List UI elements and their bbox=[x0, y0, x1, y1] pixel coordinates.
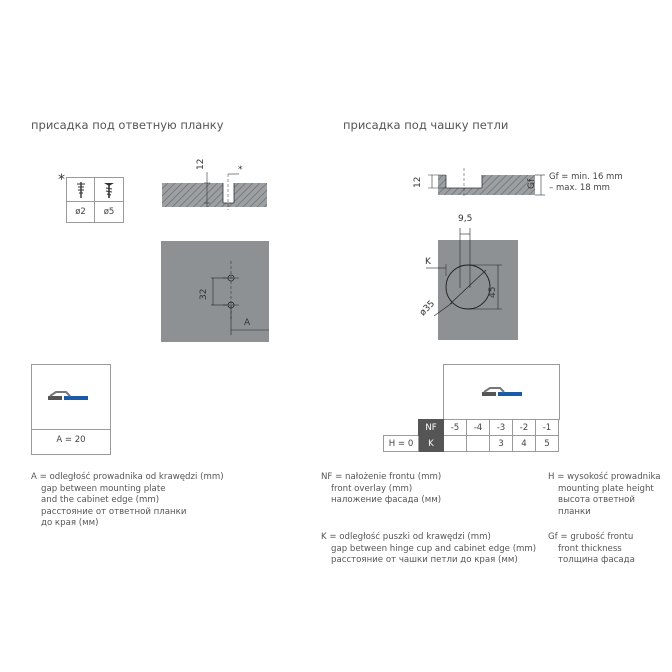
nf-value: -3 bbox=[490, 420, 513, 436]
overlay-table bbox=[383, 419, 559, 452]
k-value: 3 bbox=[490, 436, 513, 452]
screw-table bbox=[66, 177, 124, 223]
screw-diam-2: ø5 bbox=[103, 207, 115, 217]
left-front-view bbox=[161, 241, 271, 343]
screw-diam-1: ø2 bbox=[75, 207, 86, 217]
hinge-plate-icon bbox=[480, 384, 530, 402]
legend-nf-line3: наложение фасада (мм) bbox=[331, 495, 442, 506]
asterisk-mark: * bbox=[58, 172, 65, 188]
left-legend bbox=[31, 472, 271, 530]
right-front-dim-45: 45 bbox=[488, 286, 498, 298]
right-front-dim-35: ø35 bbox=[418, 299, 438, 319]
legend-h-line4: планки bbox=[558, 506, 591, 517]
right-edge-dim-12: 12 bbox=[413, 176, 423, 188]
k-value bbox=[467, 436, 490, 452]
left-result-box bbox=[31, 364, 111, 455]
nf-value: -2 bbox=[513, 420, 536, 436]
k-value bbox=[444, 436, 467, 452]
legend-gf-line2: front thickness bbox=[558, 543, 622, 554]
right-front-dim-95: 9,5 bbox=[458, 214, 473, 224]
left-legend-line3: and the cabinet edge (mm) bbox=[41, 495, 160, 506]
left-front-dim-32: 32 bbox=[199, 288, 209, 300]
right-front-label-k: K bbox=[425, 257, 431, 267]
nf-value: -5 bbox=[444, 420, 467, 436]
legend-k-line3: расстояние от чашки петли до края (мм) bbox=[331, 555, 518, 566]
left-legend-line5: до края (мм) bbox=[41, 518, 99, 529]
k-value: 5 bbox=[536, 436, 559, 452]
k-header: K bbox=[419, 436, 444, 452]
nf-value: -1 bbox=[536, 420, 559, 436]
mounting-plate-icon bbox=[46, 388, 96, 406]
left-result-value: A = 20 bbox=[56, 435, 86, 445]
left-edge-star: * bbox=[238, 165, 243, 175]
nf-value: -4 bbox=[467, 420, 490, 436]
h-row-label: H = 0 bbox=[384, 436, 419, 452]
screw-icon bbox=[101, 181, 117, 199]
legend-nf bbox=[321, 472, 541, 507]
left-edge-dim-12: 12 bbox=[196, 158, 206, 170]
gf-range-line2: – max. 18 mm bbox=[549, 183, 610, 193]
left-section-title: присадка под ответную планку bbox=[31, 118, 224, 132]
right-front-view bbox=[410, 218, 520, 344]
left-front-label-a: A bbox=[244, 318, 251, 328]
legend-gf-line3: толщина фасада bbox=[558, 555, 635, 566]
left-legend-line1: A = odległość prowadnika od krawędzi (mm) bbox=[31, 472, 224, 482]
legend-nf-line2: front overlay (mm) bbox=[331, 483, 413, 494]
legend-gf bbox=[548, 532, 672, 567]
nf-header: NF bbox=[419, 420, 444, 436]
gf-range-line1: Gf = min. 16 mm bbox=[549, 172, 623, 182]
k-value: 4 bbox=[513, 436, 536, 452]
legend-h bbox=[548, 472, 672, 518]
legend-nf-line1: NF = nałożenie frontu (mm) bbox=[321, 472, 442, 482]
left-legend-line4: расстояние от ответной планки bbox=[41, 506, 187, 517]
legend-h-line3: высота ответной bbox=[558, 495, 635, 506]
left-legend-line2: gap between mounting plate bbox=[41, 483, 166, 494]
legend-gf-line1: Gf = grubość frontu bbox=[548, 532, 634, 542]
legend-k-line2: gap between hinge cup and cabinet edge (mm) bbox=[331, 543, 537, 554]
legend-k-line1: K = odległość puszki od krawędzi (mm) bbox=[321, 532, 491, 542]
right-section-title: присадка под чашку петли bbox=[343, 118, 509, 132]
legend-h-line2: mounting plate height bbox=[558, 483, 654, 494]
legend-h-line1: H = wysokość prowadnika bbox=[548, 472, 661, 482]
legend-k bbox=[321, 532, 549, 567]
right-edge-dim-gf: Gf bbox=[527, 178, 537, 189]
left-edge-view bbox=[155, 160, 275, 212]
pilot-drill-icon bbox=[73, 181, 89, 199]
right-plate-box bbox=[443, 364, 560, 420]
